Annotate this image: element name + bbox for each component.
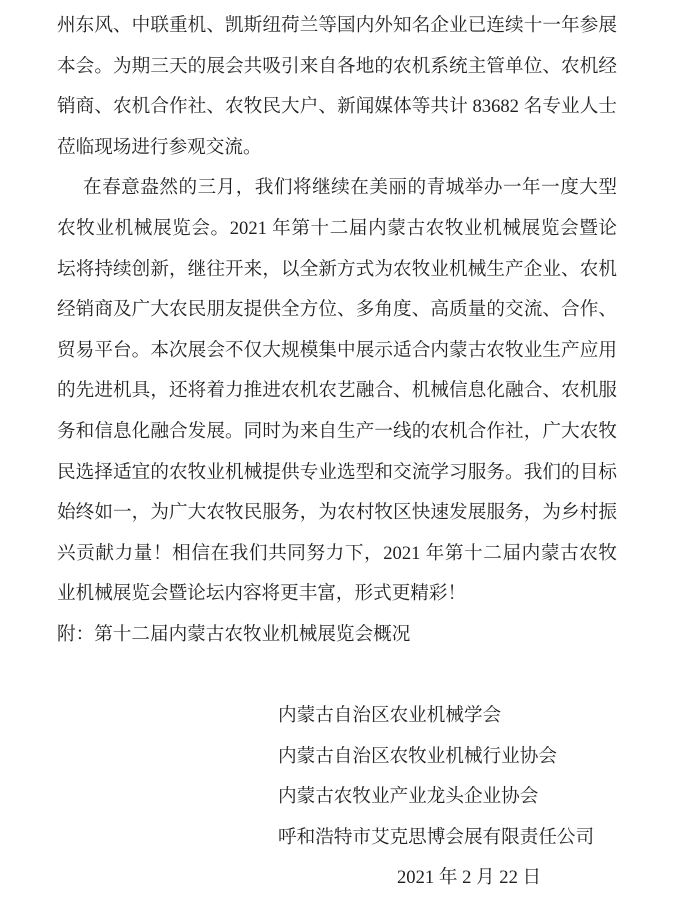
- body-paragraph-2: 在春意盎然的三月，我们将继续在美丽的青城举办一年一度大型农牧业机械展览会。2021 年第十二届内蒙古农牧业机械展览会暨论坛将持续创新，继往开来，以全新方式为农牧业机械生产企业、农机经销商及广大农民朋友提供全方位、多角度、高质量的交流、合作、贸易平台。本次展会不仅大规模集中展示适合内蒙古农牧业生产应用的先进机具，还将着力推进农机农艺融合、机械信息化融合、农机服务和信息化融合发展。同时为来自生产一线的农机合作社，广大农牧民选择适宜的农牧业机械提供专业选型和交流学习服务。我们的目标始终如一，为广大农牧民服务，为农村牧区快速发展服务，为乡村振兴贡献力量！相信在我们共同努力下，2021 年第十二届内蒙古农牧业机械展览会暨论坛内容将更丰富，形式更精彩！: [57, 177, 617, 605]
- signature-block: [278, 696, 617, 858]
- signature-org-4: 呼和浩特市艾克思博会展有限责任公司: [278, 826, 595, 848]
- body-paragraph-1: 州东风、中联重机、凯斯纽荷兰等国内外知名企业已连续十一年参展本会。为期三天的展会共吸引来自各地的农机系统主管单位、农机经销商、农机合作社、农牧民大户、新闻媒体等共计 83682 名专业人士莅临现场进行参观交流。: [57, 15, 617, 158]
- signature-org-1: 内蒙古自治区农业机械学会: [278, 705, 502, 727]
- signature-org-2: 内蒙古自治区农牧业机械行业协会: [278, 745, 557, 767]
- attachment-line: 附：第十二届内蒙古农牧业机械展览会概况: [57, 623, 411, 645]
- date-line: 2021 年 2 月 22 日: [397, 867, 542, 889]
- signature-org-3: 内蒙古农牧业产业龙头企业协会: [278, 786, 539, 808]
